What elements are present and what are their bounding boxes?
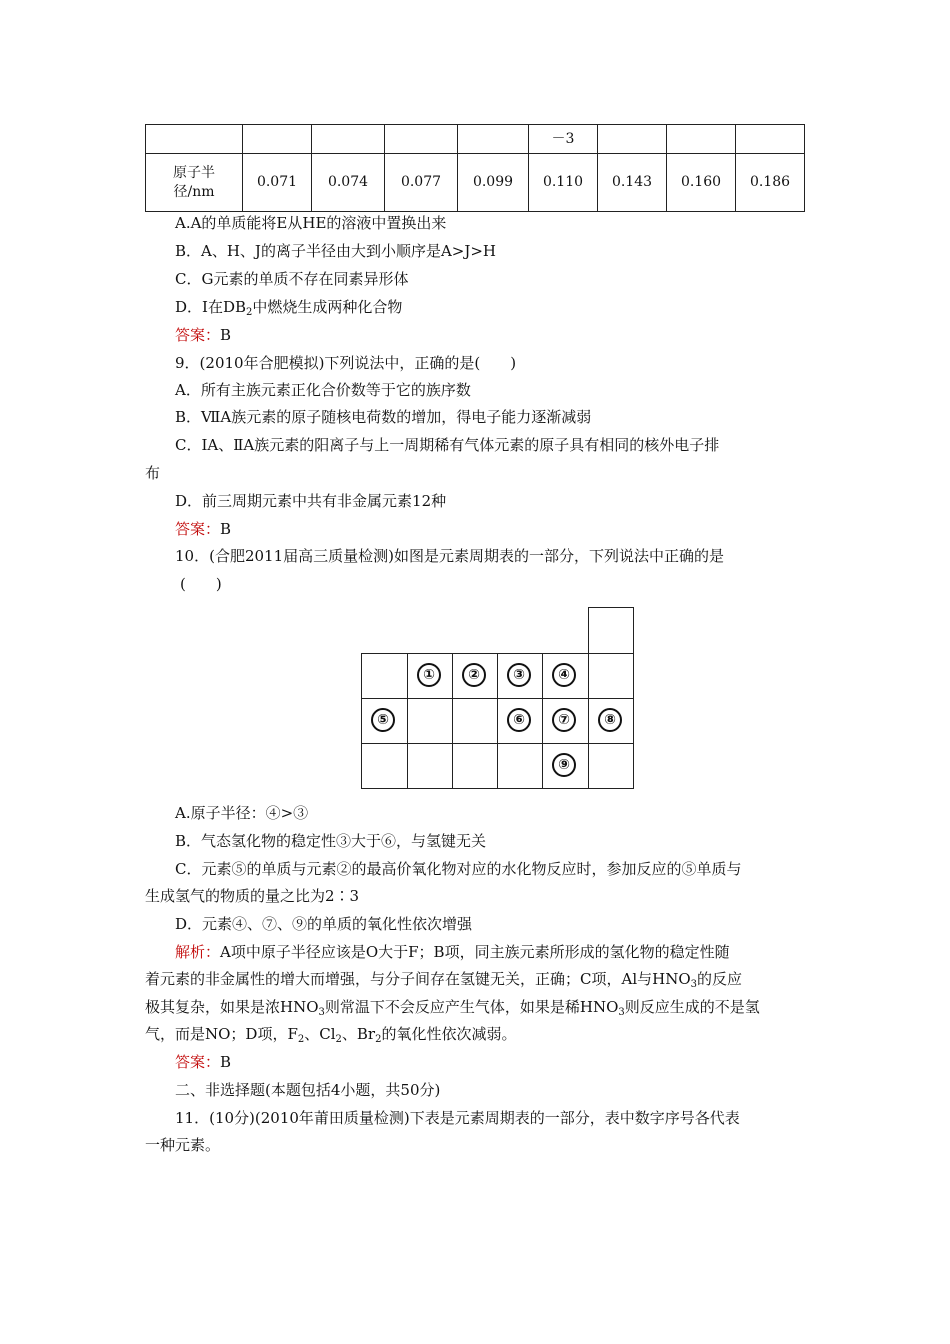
- subscript: 2: [297, 1034, 305, 1045]
- grid-cell: [407, 743, 453, 789]
- analysis-label: 解析：: [175, 943, 221, 961]
- table-row: [146, 125, 805, 154]
- table-cell: 0.071: [243, 154, 312, 212]
- text-segment: 、Br: [341, 1025, 376, 1043]
- q8-option-a: A.A的单质能将E从HE的溶液中置换出来: [175, 214, 447, 232]
- grid-cell: [588, 607, 634, 654]
- table-cell: 0.077: [385, 154, 458, 212]
- element-label-3: ③: [507, 663, 531, 687]
- text-segment: 极其复杂，如果是浓HNO: [145, 998, 319, 1016]
- table-cell: [667, 125, 736, 154]
- table-cell: 0.143: [598, 154, 667, 212]
- q10-analysis-line1: [175, 941, 730, 963]
- text-segment: 着元素的非金属性的增大而增强，与分子间存在氢键无关，正确；C项，Al与HNO: [145, 970, 691, 988]
- table-cell: [243, 125, 312, 154]
- grid-cell: [542, 653, 589, 699]
- table-cell: 0.074: [312, 154, 385, 212]
- q8-option-c: C．G元素的单质不存在同素异形体: [175, 270, 409, 288]
- table-cell: －3: [529, 125, 598, 154]
- q10-option-c-cont: 生成氢气的物质的量之比为2∶3: [145, 887, 360, 905]
- answer-value: B: [220, 326, 232, 344]
- grid-cell: [497, 653, 543, 699]
- table-cell: 0.160: [667, 154, 736, 212]
- text-segment: 、Cl: [304, 1025, 336, 1043]
- text-segment: D．I在DB: [175, 298, 247, 316]
- subscript: 3: [690, 979, 697, 990]
- grid-cell: [361, 698, 408, 744]
- q9-option-a: A．所有主族元素正化合价数等于它的族序数: [175, 381, 471, 399]
- grid-cell: [497, 743, 543, 789]
- grid-cell: [452, 698, 498, 744]
- answer-value: B: [220, 1053, 232, 1071]
- grid-cell: [361, 653, 408, 699]
- table-cell: [458, 125, 529, 154]
- element-label-6: ⑥: [507, 708, 531, 732]
- subscript: 3: [318, 1007, 325, 1018]
- answer-label: 答案：: [175, 326, 221, 344]
- table-cell: [312, 125, 385, 154]
- row-header-line: 原子半: [173, 165, 215, 182]
- q10-answer: [175, 1051, 231, 1073]
- q8-answer: [175, 324, 231, 346]
- q9-option-b: B．ⅦA族元素的原子随核电荷数的增加，得电子能力逐渐减弱: [175, 408, 592, 426]
- element-label-7: ⑦: [552, 708, 576, 732]
- grid-cell: [407, 698, 453, 744]
- atomic-radius-table: [145, 124, 805, 212]
- q10-option-a: A.原子半径：④>③: [175, 804, 309, 822]
- q9-stem: 9．(2010年合肥模拟)下列说法中，正确的是( ): [175, 354, 517, 372]
- q9-option-d: D．前三周期元素中共有非金属元素12种: [175, 492, 447, 510]
- element-label-1: ①: [417, 663, 441, 687]
- text-segment: 的反应: [697, 970, 743, 988]
- subscript: 2: [246, 307, 253, 318]
- q10-option-c: C．元素⑤的单质与元素②的最高价氧化物对应的水化物反应时，参加反应的⑤单质与: [175, 860, 742, 878]
- row-header-atomic-radius: [146, 154, 243, 212]
- text-segment: 中燃烧生成两种化合物: [252, 298, 403, 316]
- q9-answer: [175, 518, 231, 540]
- text-segment: 的氧化性依次减弱。: [381, 1025, 517, 1043]
- grid-cell: [497, 698, 543, 744]
- grid-cell: [452, 653, 498, 699]
- grid-cell: [407, 653, 453, 699]
- q10-stem-cont: ( ): [180, 575, 222, 593]
- answer-label: 答案：: [175, 520, 221, 538]
- table-cell: 0.099: [458, 154, 529, 212]
- row-header-line: 径/nm: [173, 183, 215, 200]
- q9-option-c-cont: 布: [145, 464, 161, 482]
- text-segment: 气，而是NO；D项，F: [145, 1025, 298, 1043]
- grid-cell: [542, 743, 589, 789]
- grid-cell: [542, 698, 589, 744]
- q11-stem: 11．(10分)(2010年莆田质量检测)下表是元素周期表的一部分，表中数字序号各代表: [175, 1109, 740, 1127]
- text-segment: A项中原子半径应该是O大于F；B项，同主族元素所形成的氢化物的稳定性随: [220, 943, 730, 961]
- grid-cell: [588, 653, 634, 699]
- text-segment: 则常温下不会反应产生气体，如果是稀HNO: [324, 998, 619, 1016]
- q8-option-b: B．A、H、J的离子半径由大到小顺序是A>J>H: [175, 242, 497, 260]
- q10-analysis-line4: [145, 1023, 516, 1045]
- subscript: 2: [335, 1034, 342, 1045]
- element-label-8: ⑧: [598, 708, 622, 732]
- section-title: 二、非选择题(本题包括4小题，共50分): [175, 1081, 441, 1099]
- grid-cell: [452, 743, 498, 789]
- q8-option-d: [175, 296, 402, 318]
- element-label-4: ④: [552, 663, 576, 687]
- answer-label: 答案：: [175, 1053, 221, 1071]
- q10-stem: 10．(合肥2011届高三质量检测)如图是元素周期表的一部分，下列说法中正确的是: [175, 547, 724, 565]
- table-cell: [385, 125, 458, 154]
- q11-stem-cont: 一种元素。: [145, 1136, 221, 1154]
- grid-cell: [361, 743, 408, 789]
- subscript: 2: [375, 1034, 382, 1045]
- table-cell: 0.110: [529, 154, 598, 212]
- element-label-5: ⑤: [371, 708, 395, 732]
- subscript: 3: [618, 1007, 625, 1018]
- table-row: [146, 154, 805, 212]
- element-label-2: ②: [462, 663, 486, 687]
- grid-cell: [588, 698, 634, 744]
- q10-analysis-line2: [145, 968, 742, 990]
- table-cell: [146, 125, 243, 154]
- grid-cell: [588, 743, 634, 789]
- element-label-9: ⑨: [552, 753, 576, 777]
- q9-option-c: C．ⅠA、ⅡA族元素的阳离子与上一周期稀有气体元素的原子具有相同的核外电子排: [175, 436, 720, 454]
- table-cell: [598, 125, 667, 154]
- periodic-table-fragment: [361, 607, 634, 789]
- q10-analysis-line3: [145, 996, 760, 1018]
- text-segment: 则反应生成的不是氢: [624, 998, 760, 1016]
- answer-value: B: [220, 520, 232, 538]
- q10-option-b: B．气态氢化物的稳定性③大于⑥，与氢键无关: [175, 832, 487, 850]
- q10-option-d: D．元素④、⑦、⑨的单质的氧化性依次增强: [175, 915, 473, 933]
- table-cell: 0.186: [736, 154, 805, 212]
- table-cell: [736, 125, 805, 154]
